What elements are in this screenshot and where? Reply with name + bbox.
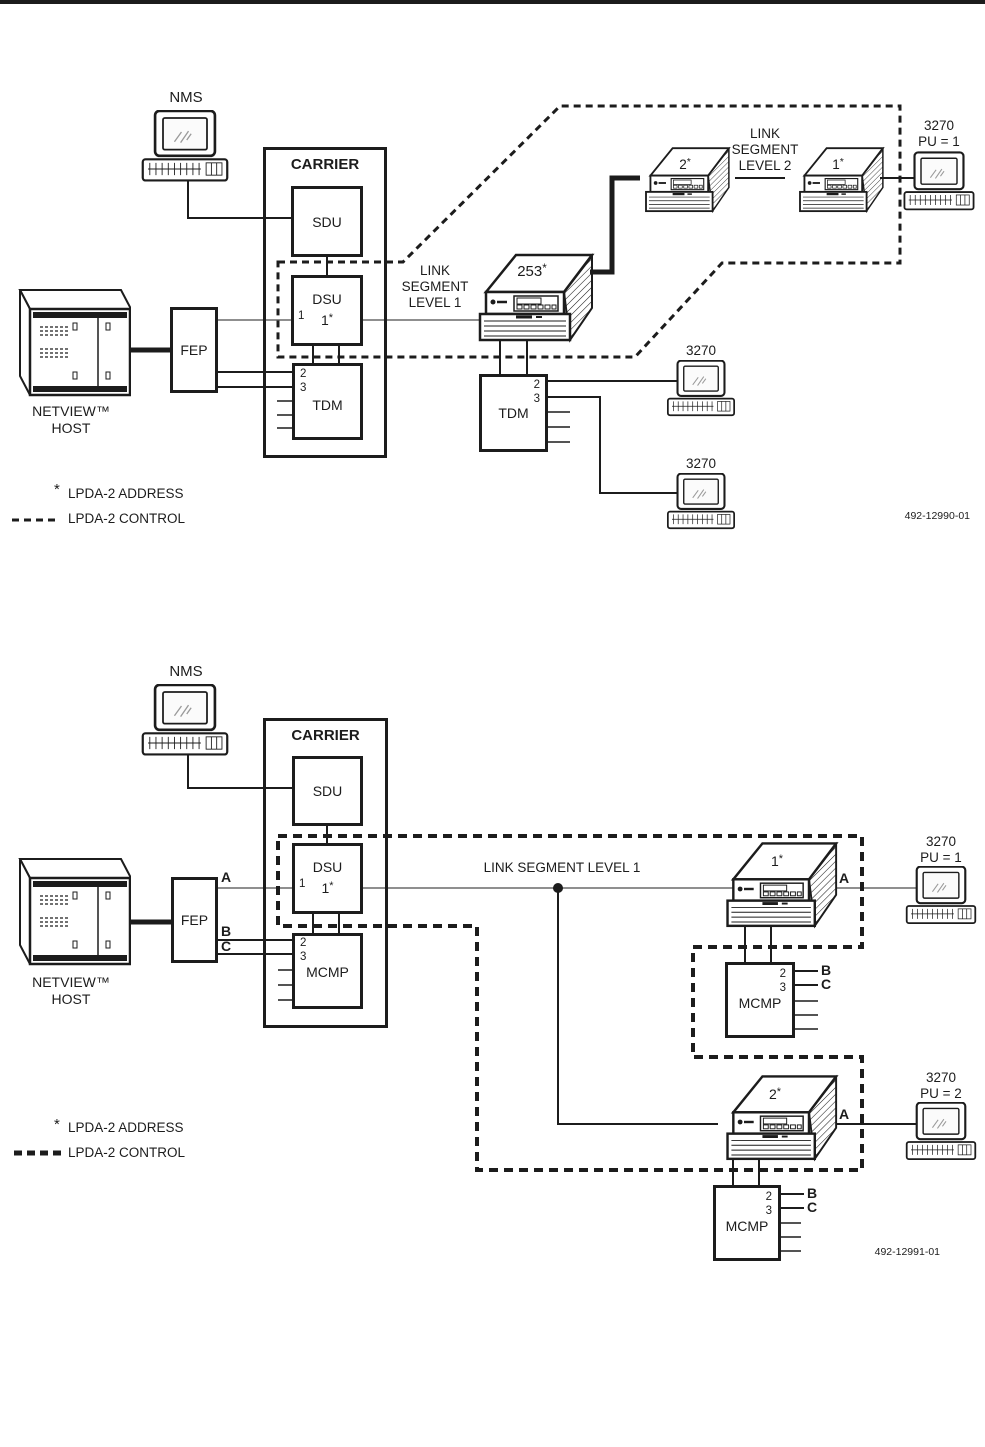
d1-tdm-label: TDM [312, 397, 343, 413]
d2-mcmp-port2: 2 [300, 937, 307, 949]
d2-link-junction-dot [553, 883, 563, 893]
d2-fep-port-c: C [221, 938, 232, 954]
d1-nms-label: NMS [169, 89, 203, 106]
d1-modem253-label: 253* [517, 262, 547, 280]
d1-terminal-3270b-label: 3270 [685, 456, 717, 471]
d1-host-mainframe-icon [20, 290, 131, 395]
d2-dsu-label: DSU [312, 859, 343, 875]
d2-legend-address: LPDA-2 ADDRESS [68, 1120, 184, 1135]
d1-dsu-port1: 1 [298, 310, 305, 322]
d1-terminal-pu1-icon [904, 152, 973, 209]
d2-mcmp1-port-c: C [821, 976, 832, 992]
d1-modem253-to-modem2-line [590, 178, 640, 272]
d2-mcmp1-port-b: B [821, 962, 832, 978]
d2-nms-label: NMS [169, 663, 203, 680]
d2-terminal-pu2-line1: 3270 [925, 1070, 957, 1085]
d2-dsu-port1: 1 [299, 878, 306, 890]
d2-mcmp-port3: 3 [300, 951, 307, 963]
d1-legend-control: LPDA-2 CONTROL [68, 511, 186, 526]
d2-mcmp2-port3: 3 [765, 1205, 772, 1217]
d2-terminal-pu1-icon [907, 867, 976, 923]
d1-host-label-line2: HOST [51, 420, 91, 436]
d2-fep-label: FEP [180, 912, 209, 928]
d2-terminal-pu2-icon [907, 1103, 976, 1159]
d2-mcmp1-label: MCMP [738, 995, 782, 1011]
d2-dsu-address: 1* [321, 880, 334, 896]
d1-modem2-label: 2* [679, 156, 691, 172]
d1-terminal-pu1-line1: 3270 [923, 118, 955, 133]
d1-link-segment2-label: LINK SEGMENT LEVEL 2 [731, 126, 799, 173]
d2-mcmp2-ticks [781, 1223, 801, 1251]
d1-tdm-port3: 3 [300, 382, 307, 394]
d1-fep-label: FEP [180, 342, 208, 358]
d2-mcmp2-port-c: C [807, 1199, 818, 1215]
d2-figure-id: 492-12991-01 [874, 1246, 940, 1258]
d2-terminal-pu1-line2: PU = 1 [920, 850, 962, 865]
d2-host-mainframe-icon [20, 859, 131, 964]
d1-dsu-address: 1* [320, 312, 334, 328]
d1-tdm-remote-box [479, 374, 548, 452]
d2-mcmp2-port-b: B [807, 1185, 818, 1201]
d1-figure-id: 492-12990-01 [904, 510, 970, 522]
d2-fep-port-b: B [221, 923, 232, 939]
d2-host-label-line2: HOST [51, 991, 91, 1007]
d2-mcmp2-label: MCMP [725, 1218, 769, 1234]
d1-tdm-remote-label: TDM [498, 405, 529, 421]
d2-nms-terminal-icon [143, 685, 227, 755]
d1-legend-star: * [54, 481, 60, 498]
d2-terminal-pu2-line2: PU = 2 [920, 1086, 962, 1101]
d1-dsu-label: DSU [312, 291, 342, 307]
d2-modem2-port-a: A [839, 1106, 850, 1122]
d2-mcmp2-bc-lines [781, 1194, 804, 1208]
d2-modem2-label: 2* [768, 1086, 782, 1102]
d1-host-label-line1: NETVIEW™ [32, 403, 110, 419]
d2-mcmp1-bc-lines [795, 971, 818, 985]
d1-tdm-carrier-box [292, 363, 363, 440]
d2-dsu-box [292, 843, 363, 914]
d2-fep-port-a: A [221, 869, 232, 885]
d1-tdm-remote-port3: 3 [533, 393, 540, 405]
d1-link-segment1-label: LINK SEGMENT LEVEL 1 [401, 263, 469, 310]
d2-terminal-pu1-line1: 3270 [925, 834, 957, 849]
d1-carrier-label: CARRIER [290, 156, 360, 173]
d2-mcmp1-port3: 3 [779, 982, 786, 994]
d2-mcmp-label: MCMP [306, 964, 349, 980]
d1-modem1-label: 1* [832, 156, 844, 172]
d2-mcmp1-ticks [795, 1001, 818, 1029]
d1-terminal-3270a-icon [668, 361, 734, 416]
d2-carrier-label: CARRIER [291, 727, 360, 744]
d1-legend-address: LPDA-2 ADDRESS [68, 486, 184, 501]
d2-link-segment1-label: LINK SEGMENT LEVEL 1 [483, 860, 641, 875]
d2-fep-box [171, 877, 218, 963]
d1-terminal-3270a-label: 3270 [685, 343, 717, 358]
d2-mcmp-remote1-box [725, 962, 795, 1038]
d1-fep-box [170, 307, 218, 393]
d1-tdm-port2: 2 [300, 368, 307, 380]
d2-sdu-box [292, 756, 363, 826]
d2-mcmp1-port2: 2 [779, 968, 786, 980]
d1-sdu-label: SDU [312, 213, 342, 230]
d2-host-label-line1: NETVIEW™ [32, 974, 110, 990]
d1-tdm-remote-port2: 2 [533, 379, 540, 391]
d2-modem1-port-a: A [839, 870, 850, 886]
d1-terminal-3270b-icon [668, 474, 734, 529]
d2-modem1-label: 1* [770, 853, 784, 869]
d2-legend-star: * [54, 1116, 60, 1133]
d1-dsu-box [291, 275, 363, 346]
d2-mcmp-carrier-box [292, 933, 363, 1009]
d1-sdu-box [291, 186, 363, 257]
d2-sdu-label: SDU [312, 783, 343, 799]
d2-mcmp-remote2-box [713, 1185, 781, 1261]
d1-tdm-right-ticks [548, 412, 570, 442]
d1-terminal-pu1-line2: PU = 1 [918, 134, 960, 149]
d2-mcmp2-port2: 2 [765, 1191, 772, 1203]
d2-legend-control: LPDA-2 CONTROL [68, 1145, 186, 1160]
d1-nms-terminal-icon [143, 111, 227, 181]
